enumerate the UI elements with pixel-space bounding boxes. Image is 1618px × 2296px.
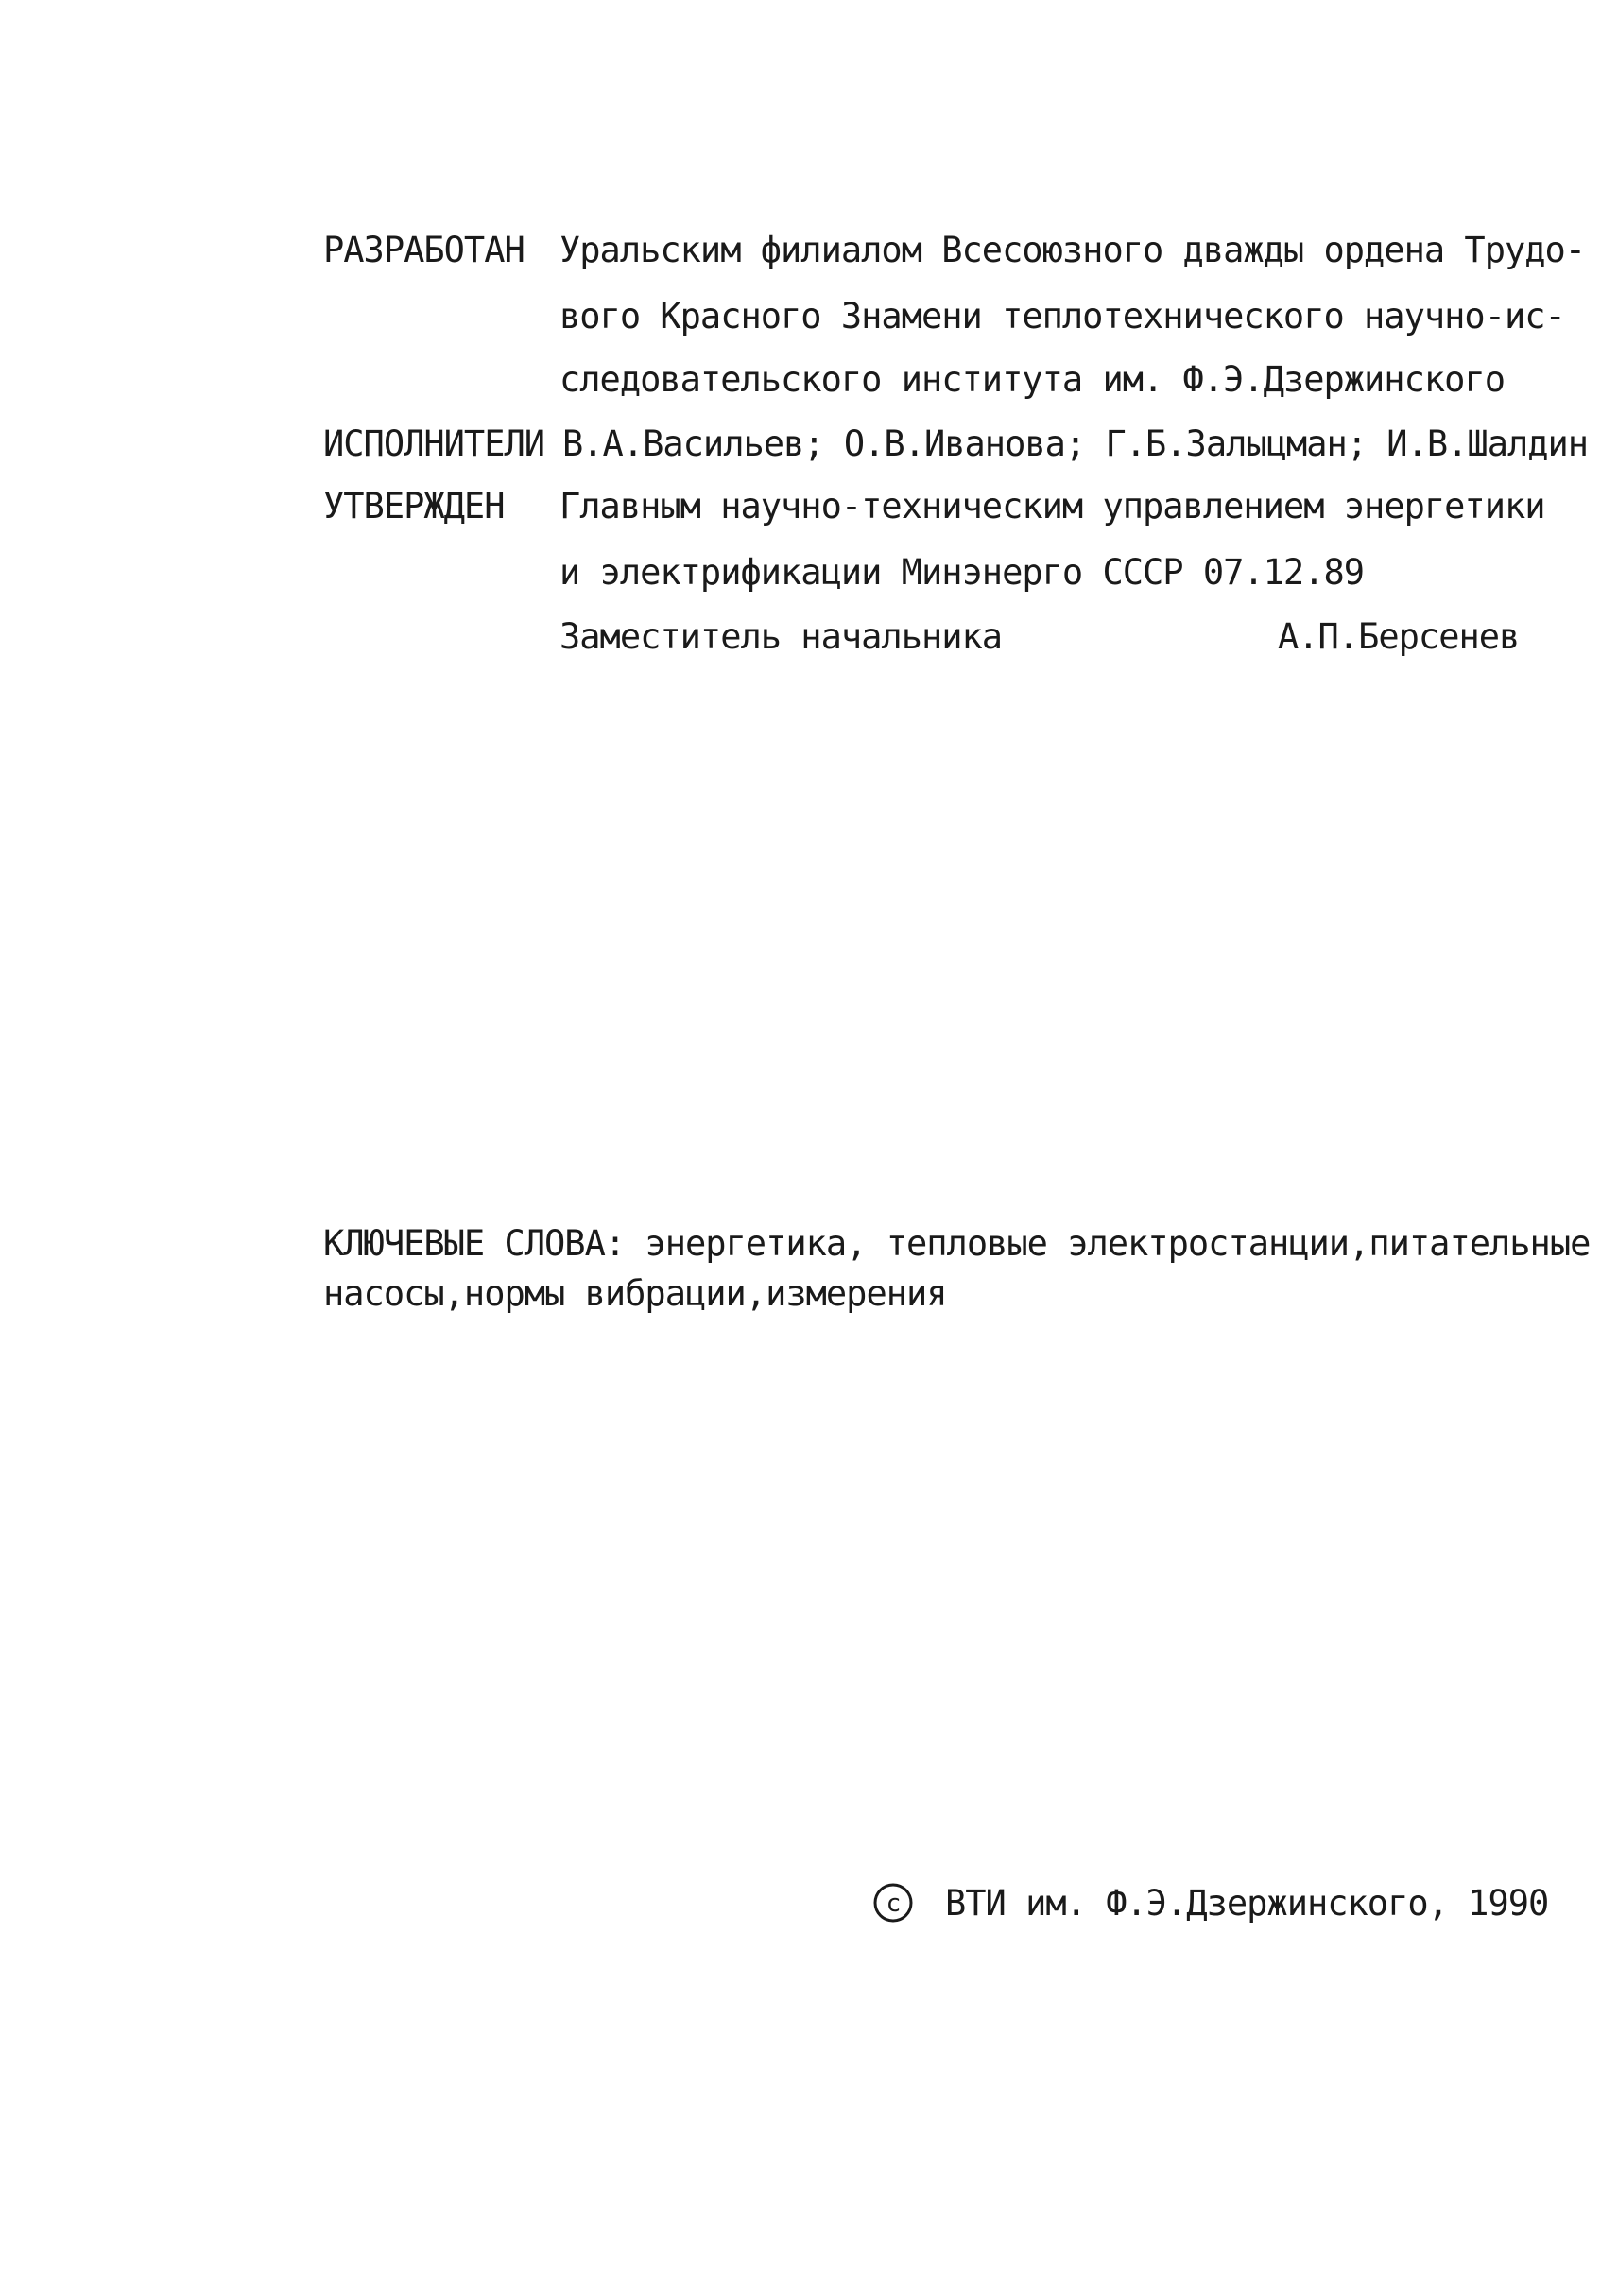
copyright-symbol: c [886, 1890, 901, 1918]
developed-line-1: Уральским филиалом Всесоюзного дважды ордена Трудо- [559, 230, 1586, 270]
signatory-name: А.П.Берсенев [1278, 616, 1520, 657]
signatory-title: Заместитель начальника [559, 616, 1003, 657]
developed-line-3: следовательского института им. Ф.Э.Дзержинского [559, 359, 1505, 400]
keywords-line-2: насосы,нормы вибрации,измерения [323, 1273, 947, 1314]
copyright-text: ВТИ им. Ф.Э.Дзержинского, 1990 [945, 1883, 1549, 1924]
copyright-icon [872, 1882, 914, 1924]
approved-line-1: Главным научно-техническим управлением энергетики [559, 486, 1545, 527]
developed-label: РАЗРАБОТАН [323, 230, 525, 270]
performers-text: В.А.Васильев; О.В.Иванова; Г.Б.Залыцман; И.В.Шалдин [562, 423, 1589, 464]
keywords-line-1: КЛЮЧЕВЫЕ СЛОВА: энергетика, тепловые электростанции,питательные [323, 1223, 1591, 1264]
approved-line-2: и электрификации Минэнерго СССР 07.12.89 [559, 552, 1365, 593]
developed-line-2: вого Красного Знамени теплотехнического научно-ис- [559, 296, 1565, 337]
performers-label: ИСПОЛНИТЕЛИ [323, 423, 545, 464]
approved-label: УТВЕРЖДЕН [323, 486, 505, 527]
